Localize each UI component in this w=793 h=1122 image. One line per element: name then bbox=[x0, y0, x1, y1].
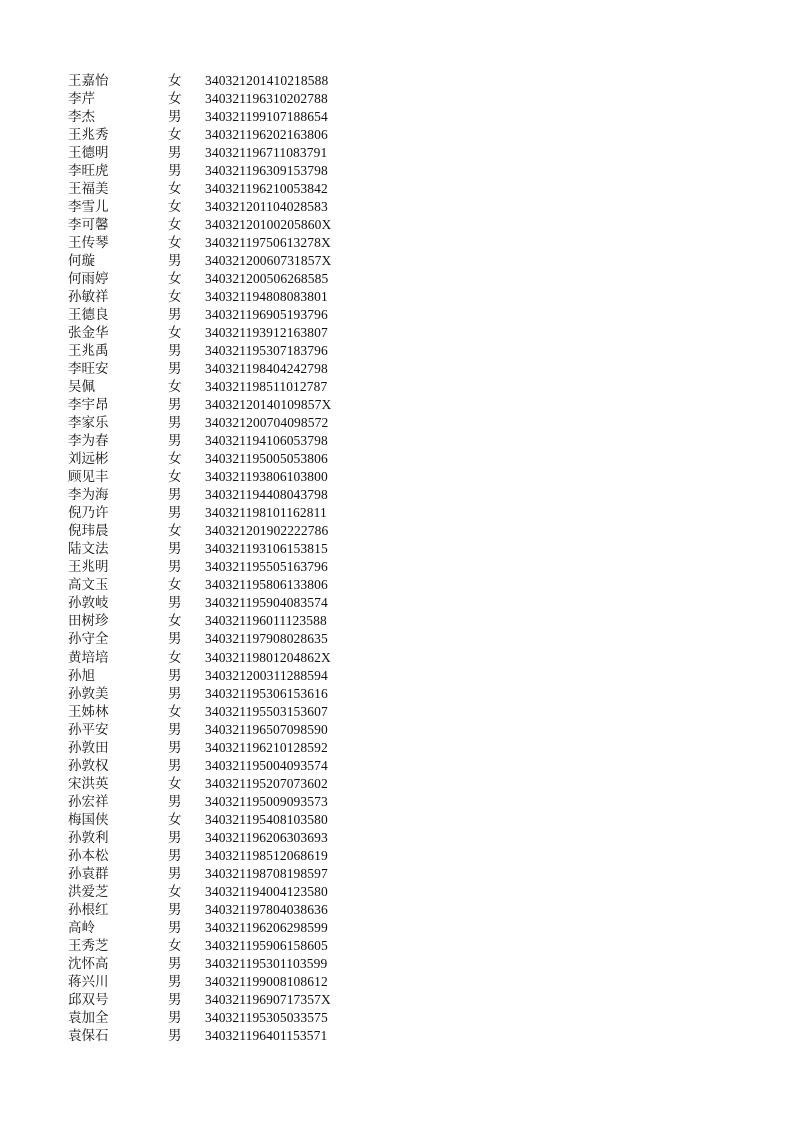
name-cell: 孙敦岐 bbox=[68, 595, 109, 612]
id-number-cell: 340321201410218588 bbox=[205, 73, 329, 88]
gender-cell: 男 bbox=[168, 343, 182, 360]
name-cell: 李为春 bbox=[68, 433, 109, 450]
table-row bbox=[0, 396, 793, 414]
gender-cell: 男 bbox=[168, 685, 182, 702]
table-row bbox=[0, 901, 793, 919]
table-row bbox=[0, 504, 793, 522]
gender-cell: 女 bbox=[168, 451, 182, 468]
id-number-cell: 340321196401153571 bbox=[205, 1027, 328, 1043]
name-cell: 吴佩 bbox=[68, 379, 95, 396]
gender-cell: 男 bbox=[168, 901, 182, 918]
name-cell: 孙敦利 bbox=[68, 829, 109, 846]
name-cell: 孙旭 bbox=[68, 667, 95, 684]
gender-cell: 男 bbox=[168, 991, 182, 1008]
name-cell: 顾见丰 bbox=[68, 469, 109, 486]
id-number-cell: 340321196206298599 bbox=[205, 919, 328, 935]
gender-cell: 男 bbox=[168, 973, 182, 990]
name-cell: 王秀芝 bbox=[68, 937, 109, 954]
id-number-cell: 340321198101162811 bbox=[205, 505, 327, 521]
gender-cell: 男 bbox=[168, 721, 182, 738]
name-cell: 李芹 bbox=[68, 91, 95, 108]
table-row bbox=[0, 685, 793, 703]
gender-cell: 男 bbox=[168, 307, 182, 324]
table-row bbox=[0, 558, 793, 576]
name-cell: 王福美 bbox=[68, 181, 109, 198]
gender-cell: 男 bbox=[168, 397, 182, 414]
id-number-cell: 340321194106053798 bbox=[205, 433, 328, 449]
table-row bbox=[0, 612, 793, 630]
gender-cell: 女 bbox=[168, 937, 182, 954]
name-cell: 王姊林 bbox=[68, 703, 109, 720]
name-cell: 李旺虎 bbox=[68, 163, 109, 180]
name-cell: 倪乃许 bbox=[68, 505, 109, 522]
table-row bbox=[0, 378, 793, 396]
table-row bbox=[0, 811, 793, 829]
id-number-cell: 340321195503153607 bbox=[205, 703, 328, 719]
name-cell: 蒋兴川 bbox=[68, 973, 109, 990]
table-row bbox=[0, 1009, 793, 1027]
data-table bbox=[0, 72, 793, 1045]
name-cell: 王德良 bbox=[68, 307, 109, 324]
id-number-cell: 340321197804038636 bbox=[205, 901, 328, 917]
table-row bbox=[0, 757, 793, 775]
id-number-cell: 340321195904083574 bbox=[205, 595, 328, 611]
gender-cell: 女 bbox=[168, 91, 182, 108]
gender-cell: 女 bbox=[168, 523, 182, 540]
table-row bbox=[0, 739, 793, 757]
id-number-cell: 340321196011123588 bbox=[205, 613, 327, 629]
gender-cell: 男 bbox=[168, 505, 182, 522]
name-cell: 孙根红 bbox=[68, 901, 109, 918]
table-row bbox=[0, 540, 793, 558]
gender-cell: 男 bbox=[168, 955, 182, 972]
gender-cell: 男 bbox=[168, 487, 182, 504]
gender-cell: 女 bbox=[168, 379, 182, 396]
name-cell: 高岭 bbox=[68, 919, 95, 936]
table-row bbox=[0, 721, 793, 739]
gender-cell: 女 bbox=[168, 883, 182, 900]
gender-cell: 男 bbox=[168, 757, 182, 774]
id-number-cell: 340321197908028635 bbox=[205, 631, 328, 647]
name-cell: 张金华 bbox=[68, 325, 109, 342]
table-row bbox=[0, 216, 793, 234]
name-cell: 孙敦美 bbox=[68, 685, 109, 702]
table-row bbox=[0, 450, 793, 468]
gender-cell: 女 bbox=[168, 127, 182, 144]
id-number-cell: 340321194808083801 bbox=[205, 289, 328, 305]
gender-cell: 女 bbox=[168, 325, 182, 342]
table-row bbox=[0, 703, 793, 721]
gender-cell: 男 bbox=[168, 145, 182, 162]
name-cell: 邱双号 bbox=[68, 991, 109, 1008]
gender-cell: 男 bbox=[168, 541, 182, 558]
name-cell: 李雪儿 bbox=[68, 199, 109, 216]
name-cell: 宋洪英 bbox=[68, 775, 109, 792]
id-number-cell: 340321199008108612 bbox=[205, 973, 328, 989]
gender-cell: 女 bbox=[168, 577, 182, 594]
name-cell: 洪爱芝 bbox=[68, 883, 109, 900]
id-number-cell: 34032120100205860X bbox=[205, 217, 332, 233]
name-cell: 孙守全 bbox=[68, 631, 109, 648]
id-number-cell: 340321194408043798 bbox=[205, 487, 328, 503]
id-number-cell: 34032119750613278X bbox=[205, 235, 331, 251]
table-row bbox=[0, 360, 793, 378]
gender-cell: 男 bbox=[168, 1009, 182, 1026]
name-cell: 王传琴 bbox=[68, 235, 109, 252]
gender-cell: 女 bbox=[168, 613, 182, 630]
name-cell: 李可馨 bbox=[68, 217, 109, 234]
table-row bbox=[0, 594, 793, 612]
table-row bbox=[0, 306, 793, 324]
name-cell: 孙敏祥 bbox=[68, 289, 109, 306]
id-number-cell: 340321196310202788 bbox=[205, 91, 328, 107]
gender-cell: 女 bbox=[168, 775, 182, 792]
id-number-cell: 340321195009093573 bbox=[205, 793, 328, 809]
name-cell: 李家乐 bbox=[68, 415, 109, 432]
id-number-cell: 340321196202163806 bbox=[205, 127, 328, 143]
gender-cell: 女 bbox=[168, 181, 182, 198]
gender-cell: 男 bbox=[168, 865, 182, 882]
name-cell: 袁保石 bbox=[68, 1027, 109, 1044]
name-cell: 王兆禹 bbox=[68, 343, 109, 360]
name-cell: 孙敦权 bbox=[68, 757, 109, 774]
table-row bbox=[0, 775, 793, 793]
id-number-cell: 340321196210128592 bbox=[205, 739, 328, 755]
id-number-cell: 340321196905193796 bbox=[205, 307, 328, 323]
id-number-cell: 340321195306153616 bbox=[205, 685, 328, 701]
name-cell: 李杰 bbox=[68, 109, 95, 126]
name-cell: 李宇昂 bbox=[68, 397, 109, 414]
id-number-cell: 34032120060731857X bbox=[205, 253, 332, 269]
name-cell: 王嘉怡 bbox=[68, 73, 109, 89]
id-number-cell: 340321198511012787 bbox=[205, 379, 328, 395]
name-cell: 何雨婷 bbox=[68, 271, 109, 288]
gender-cell: 男 bbox=[168, 793, 182, 810]
table-row bbox=[0, 991, 793, 1009]
gender-cell: 女 bbox=[168, 235, 182, 252]
id-number-cell: 340321193106153815 bbox=[205, 541, 328, 557]
name-cell: 梅国侠 bbox=[68, 811, 109, 828]
name-cell: 高文玉 bbox=[68, 577, 109, 594]
table-row bbox=[0, 522, 793, 540]
id-number-cell: 340321199107188654 bbox=[205, 109, 328, 125]
id-number-cell: 340321195307183796 bbox=[205, 343, 328, 359]
name-cell: 袁加全 bbox=[68, 1009, 109, 1026]
gender-cell: 女 bbox=[168, 469, 182, 486]
gender-cell: 男 bbox=[168, 1027, 182, 1044]
table-row bbox=[0, 324, 793, 342]
id-number-cell: 340321195408103580 bbox=[205, 811, 328, 827]
gender-cell: 男 bbox=[168, 595, 182, 612]
id-number-cell: 340321198708198597 bbox=[205, 865, 328, 881]
gender-cell: 男 bbox=[168, 559, 182, 576]
id-number-cell: 340321201104028583 bbox=[205, 199, 328, 215]
name-cell: 刘远彬 bbox=[68, 451, 109, 468]
table-row bbox=[0, 342, 793, 360]
gender-cell: 女 bbox=[168, 73, 182, 89]
table-row bbox=[0, 468, 793, 486]
id-number-cell: 340321200704098572 bbox=[205, 415, 329, 431]
name-cell: 何璇 bbox=[68, 253, 95, 270]
id-number-cell: 340321200506268585 bbox=[205, 271, 329, 287]
table-row bbox=[0, 793, 793, 811]
gender-cell: 女 bbox=[168, 199, 182, 216]
table-row bbox=[0, 234, 793, 252]
id-number-cell: 340321201902222786 bbox=[205, 523, 329, 539]
name-cell: 李为海 bbox=[68, 487, 109, 504]
id-number-cell: 340321196309153798 bbox=[205, 163, 328, 179]
name-cell: 孙敦田 bbox=[68, 739, 109, 756]
gender-cell: 男 bbox=[168, 829, 182, 846]
table-row bbox=[0, 270, 793, 288]
name-cell: 孙本松 bbox=[68, 847, 109, 864]
name-cell: 田树珍 bbox=[68, 613, 109, 630]
gender-cell: 男 bbox=[168, 109, 182, 126]
id-number-cell: 340321195806133806 bbox=[205, 577, 328, 593]
table-row bbox=[0, 180, 793, 198]
gender-cell: 女 bbox=[168, 289, 182, 306]
table-row bbox=[0, 667, 793, 685]
gender-cell: 男 bbox=[168, 433, 182, 450]
name-cell: 沈怀高 bbox=[68, 955, 109, 972]
id-number-cell: 34032119801204862X bbox=[205, 649, 331, 665]
table-row bbox=[0, 829, 793, 847]
table-row bbox=[0, 108, 793, 126]
name-cell: 王兆秀 bbox=[68, 127, 109, 144]
table-row bbox=[0, 955, 793, 973]
table-row bbox=[0, 576, 793, 594]
table-row bbox=[0, 847, 793, 865]
name-cell: 孙宏祥 bbox=[68, 793, 109, 810]
table-row bbox=[0, 649, 793, 667]
table-row bbox=[0, 883, 793, 901]
id-number-cell: 340321200311288594 bbox=[205, 667, 328, 683]
id-number-cell: 34032120140109857X bbox=[205, 397, 332, 413]
table-row bbox=[0, 72, 793, 90]
gender-cell: 女 bbox=[168, 649, 182, 666]
table-row bbox=[0, 198, 793, 216]
id-number-cell: 340321196711083791 bbox=[205, 145, 328, 161]
gender-cell: 男 bbox=[168, 253, 182, 270]
gender-cell: 男 bbox=[168, 847, 182, 864]
id-number-cell: 340321195305033575 bbox=[205, 1009, 328, 1025]
id-number-cell: 340321194004123580 bbox=[205, 883, 328, 899]
table-row bbox=[0, 630, 793, 648]
id-number-cell: 340321196507098590 bbox=[205, 721, 328, 737]
id-number-cell: 340321196210053842 bbox=[205, 181, 328, 197]
table-row bbox=[0, 90, 793, 108]
table-row bbox=[0, 144, 793, 162]
gender-cell: 男 bbox=[168, 361, 182, 378]
id-number-cell: 340321196206303693 bbox=[205, 829, 328, 845]
gender-cell: 男 bbox=[168, 739, 182, 756]
gender-cell: 女 bbox=[168, 703, 182, 720]
name-cell: 王兆明 bbox=[68, 559, 109, 576]
gender-cell: 女 bbox=[168, 271, 182, 288]
id-number-cell: 340321198512068619 bbox=[205, 847, 328, 863]
table-row bbox=[0, 865, 793, 883]
name-cell: 孙袁群 bbox=[68, 865, 109, 882]
table-row bbox=[0, 919, 793, 937]
name-cell: 李旺安 bbox=[68, 361, 109, 378]
gender-cell: 女 bbox=[168, 811, 182, 828]
id-number-cell: 340321195301103599 bbox=[205, 955, 328, 971]
table-row bbox=[0, 288, 793, 306]
table-row bbox=[0, 486, 793, 504]
id-number-cell: 340321195505163796 bbox=[205, 559, 328, 575]
name-cell: 王德明 bbox=[68, 145, 109, 162]
table-row bbox=[0, 432, 793, 450]
table-row bbox=[0, 162, 793, 180]
table-row bbox=[0, 414, 793, 432]
table-row bbox=[0, 252, 793, 270]
id-number-cell: 340321193806103800 bbox=[205, 469, 328, 485]
name-cell: 陆文法 bbox=[68, 541, 109, 558]
gender-cell: 男 bbox=[168, 415, 182, 432]
id-number-cell: 340321195207073602 bbox=[205, 775, 328, 791]
table-row bbox=[0, 1027, 793, 1045]
table-row bbox=[0, 126, 793, 144]
id-number-cell: 340321198404242798 bbox=[205, 361, 328, 377]
gender-cell: 男 bbox=[168, 163, 182, 180]
table-row bbox=[0, 937, 793, 955]
name-cell: 倪玮晨 bbox=[68, 523, 109, 540]
id-number-cell: 34032119690717357X bbox=[205, 991, 331, 1007]
gender-cell: 男 bbox=[168, 667, 182, 684]
id-number-cell: 340321193912163807 bbox=[205, 325, 328, 341]
name-cell: 孙平安 bbox=[68, 721, 109, 738]
table-row bbox=[0, 973, 793, 991]
gender-cell: 男 bbox=[168, 631, 182, 648]
id-number-cell: 340321195004093574 bbox=[205, 757, 328, 773]
gender-cell: 男 bbox=[168, 919, 182, 936]
gender-cell: 女 bbox=[168, 217, 182, 234]
id-number-cell: 340321195906158605 bbox=[205, 937, 328, 953]
id-number-cell: 340321195005053806 bbox=[205, 451, 328, 467]
name-cell: 黄培培 bbox=[68, 649, 109, 666]
